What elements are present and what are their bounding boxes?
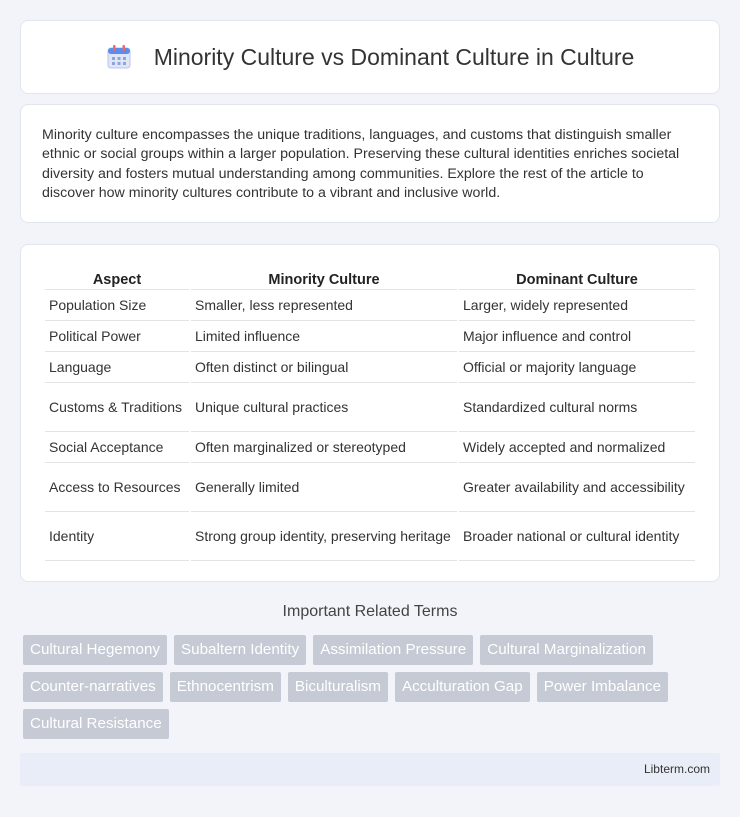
related-term-tag[interactable]: Cultural Resistance xyxy=(23,709,169,739)
comparison-table xyxy=(43,265,697,561)
table-cell: Larger, widely represented xyxy=(459,290,695,321)
footer xyxy=(20,753,720,786)
intro-text: Minority culture encompasses the unique traditions, languages, and customs that distinguish smaller ethnic or social groups within a larger population. Preserving these cultural identities enriches societal diversity and fosters mutual understanding among communities. Explore the rest of the article to discover how minority cultures contribute to a vibrant and inclusive world. xyxy=(42,127,680,201)
related-term-tag[interactable]: Assimilation Pressure xyxy=(313,635,473,665)
table-row xyxy=(45,321,695,352)
table-cell: Social Acceptance xyxy=(45,432,189,463)
table-row xyxy=(45,383,695,432)
calendar-icon xyxy=(106,44,132,70)
table-row xyxy=(45,432,695,463)
table-cell: Greater availability and accessibility xyxy=(459,463,695,512)
header-minority: Minority Culture xyxy=(191,265,457,290)
related-terms-list xyxy=(23,635,723,746)
table-cell: Access to Resources xyxy=(45,463,189,512)
table-row xyxy=(45,352,695,383)
footer-site-link[interactable]: Libterm.com xyxy=(643,762,710,776)
page-title: Minority Culture vs Dominant Culture in Culture xyxy=(153,43,635,70)
related-term-tag[interactable]: Biculturalism xyxy=(288,672,388,702)
table-cell: Strong group identity, preserving heritage xyxy=(191,512,457,561)
table-cell: Broader national or cultural identity xyxy=(459,512,695,561)
table-cell: Often distinct or bilingual xyxy=(191,352,457,383)
table-cell: Standardized cultural norms xyxy=(459,383,695,432)
related-term-tag[interactable]: Subaltern Identity xyxy=(174,635,306,665)
table-row xyxy=(45,463,695,512)
header-aspect: Aspect xyxy=(45,265,189,290)
table-cell: Major influence and control xyxy=(459,321,695,352)
table-cell: Customs & Traditions xyxy=(45,383,189,432)
related-term-tag[interactable]: Ethnocentrism xyxy=(170,672,281,702)
table-cell: Unique cultural practices xyxy=(191,383,457,432)
comparison-table-card xyxy=(20,244,720,582)
table-row xyxy=(45,512,695,561)
table-cell: Language xyxy=(45,352,189,383)
related-terms-heading: Important Related Terms xyxy=(282,603,458,620)
table-cell: Population Size xyxy=(45,290,189,321)
table-cell: Often marginalized or stereotyped xyxy=(191,432,457,463)
related-term-tag[interactable]: Acculturation Gap xyxy=(395,672,530,702)
related-term-tag[interactable]: Counter-narratives xyxy=(23,672,163,702)
table-cell: Smaller, less represented xyxy=(191,290,457,321)
table-cell: Limited influence xyxy=(191,321,457,352)
intro-card xyxy=(20,104,720,223)
related-term-tag[interactable]: Cultural Hegemony xyxy=(23,635,167,665)
related-term-tag[interactable]: Cultural Marginalization xyxy=(480,635,653,665)
table-header-row xyxy=(45,265,695,290)
table-row xyxy=(45,290,695,321)
table-cell: Generally limited xyxy=(191,463,457,512)
table-cell: Official or majority language xyxy=(459,352,695,383)
title-card xyxy=(20,20,720,94)
table-cell: Identity xyxy=(45,512,189,561)
related-term-tag[interactable]: Power Imbalance xyxy=(537,672,668,702)
header-dominant: Dominant Culture xyxy=(459,265,695,290)
table-cell: Widely accepted and normalized xyxy=(459,432,695,463)
table-cell: Political Power xyxy=(45,321,189,352)
